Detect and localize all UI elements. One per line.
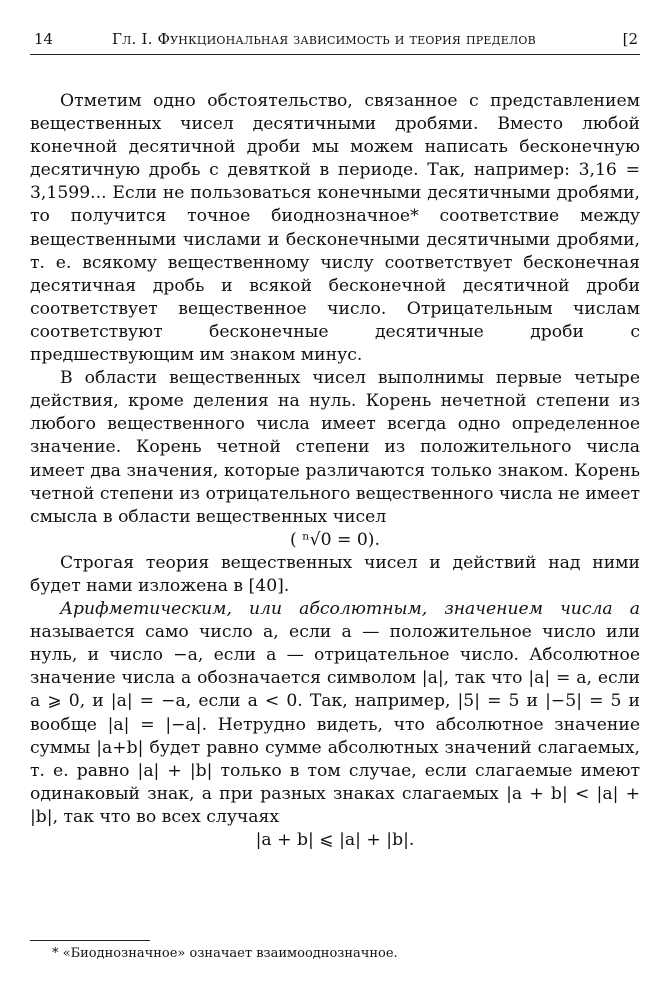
chapter-title: Гл. I. Функциональная зависимость и теория пределов [112,30,536,48]
footnote: * «Биоднозначное» означает взаимооднозначное. [52,946,398,961]
term-absolute-value: Арифметическим, или абсолютным, значением числа a [60,599,640,620]
running-header [30,30,640,55]
page-number: 14 [34,30,54,48]
footnote-rule [30,940,150,941]
formula-triangle-inequality: |a + b| ⩽ |a| + |b|. [255,830,415,850]
page-body [30,90,640,852]
paragraph-1: Отметим одно обстоятельство, связанное с представлением вещественных чисел десятичными дробями. Вместо любой конечной десятичной дроби мы можем написать бесконечную десятичную дробь с девяткой в периоде. Так, например: 3,16 = 3,1599... Если не пользоваться конечными десятичными дробями, то получится точное биоднозначное* соответствие между вещественными числами и бесконечными десятичными дробями, т. е. всякому вещественному числу соответствует бесконечная десятичная дробь и всякой бесконечной десятичной дроби соответствует вещественное число. Отрицательным числам соответствуют бесконечные десятичные дроби с предшествующим им знаком минус. [30,91,640,366]
section-number: [2 [622,30,638,48]
formula-root-zero: ( ⁿ√0 = 0). [290,529,380,550]
paragraph-4-text: называется само число a, если a — положительное число или нуль, и число −a, если a — отрицательное число. Абсолютное значение числа a обозначается символом |a|, так что |a| = a, если a ⩾ 0, и |a| = −a, если a < 0. Так, например, |5| = 5 и |−5| = 5 и вообще |a| = |−a|. Нетрудно видеть, что абсолютное значение суммы |a+b| будет равно сумме абсолютных значений слагаемых, т. е. равно |a| + |b| только в том случае, если слагаемые имеют одинаковый знак, а при разных знаках слагаемых |a + b| < |a| + |b|, так что во всех случаях [30,622,640,827]
paragraph-2: В области вещественных чисел выполнимы первые четыре действия, кроме деления на нуль. Корень нечетной степени из любого вещественного числа имеет всегда одно определенное значение. Корень четной степени из положительного числа имеет два значения, которые различаются только знаком. Корень четной степени из отрицательного вещественного числа не имеет смысла в области вещественных чисел [30,368,640,527]
paragraph-4 [30,598,640,829]
paragraph-3: Строгая теория вещественных чисел и действий над ними будет нами изложена в [40]. [30,552,640,596]
